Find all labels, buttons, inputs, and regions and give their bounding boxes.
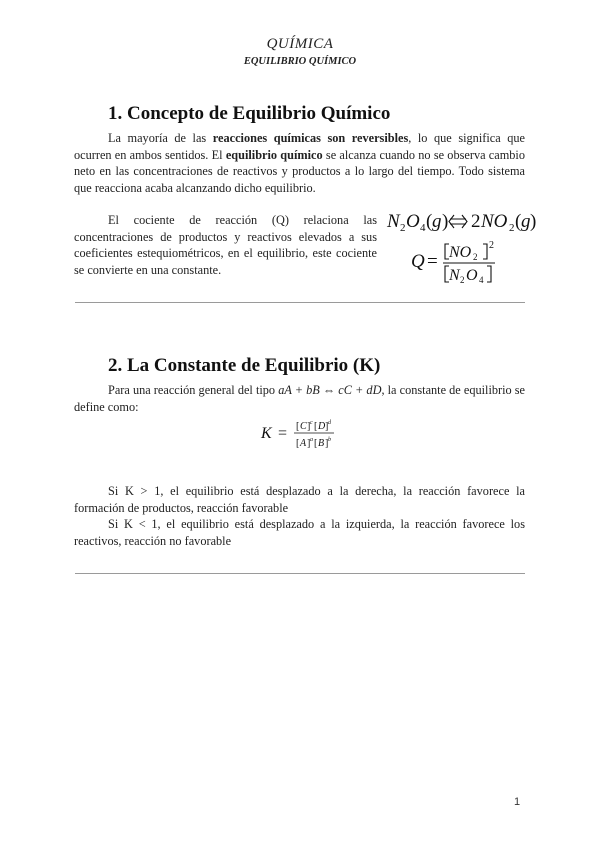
svg-text:(: ( xyxy=(515,211,522,232)
svg-text:N: N xyxy=(387,211,400,232)
header-topic: EQUILIBRIO QUÍMICO xyxy=(243,56,357,67)
section1-paragraph2: El cociente de reacción (Q) relaciona las concentraciones de productos y reactivos elevados a sus coeficientes estequiométricos, en el equilibrio, este cociente se convierte en una constante. xyxy=(74,213,377,277)
svg-text:D: D xyxy=(318,421,326,432)
s1p1-bold-equilibrio: equilibrio químico xyxy=(225,147,323,162)
header-subject: QUÍMICA xyxy=(266,36,334,52)
svg-text:=: = xyxy=(427,251,438,272)
svg-text:=: = xyxy=(278,425,288,442)
svg-text:2: 2 xyxy=(471,211,481,232)
svg-text:d: d xyxy=(328,420,331,426)
equilibrium-constant-equation xyxy=(258,416,358,452)
s1p1-bold-reversibles: reacciones químicas son reversibles xyxy=(212,131,409,145)
s1p1-text-e: se alcanza cuando no se observa cambio neto en las concentraciones de reactivos y productos a lo largo del tiempo. Todo sistema que reacciona acaba alcanzando dicho equilibrio. xyxy=(74,147,525,195)
section2-paragraph2: Si K > 1, el equilibrio está desplazado a la derecha, la reacción favorece la formación de productos, reacción favorable xyxy=(74,484,525,515)
svg-text:(: ( xyxy=(426,211,433,232)
s1p1-text-c: , lo que significa que ocurren en ambos sentidos. El xyxy=(74,131,525,162)
svg-text:2: 2 xyxy=(509,222,515,234)
section2-title: 2. La Constante de Equilibrio (K) xyxy=(108,355,381,376)
svg-text:N: N xyxy=(449,267,460,284)
section2-paragraph3: Si K < 1, el equilibrio está desplazado a la izquierda, la reacción favorece los reactivos, reacción no favorable xyxy=(74,517,525,548)
svg-text:A: A xyxy=(300,438,307,449)
section2-paragraph1 xyxy=(74,382,525,415)
section1-paragraph1 xyxy=(74,130,525,196)
svg-text:a: a xyxy=(310,437,313,443)
svg-text:2: 2 xyxy=(489,240,494,251)
svg-text:b: b xyxy=(328,437,331,443)
section-divider-2 xyxy=(75,573,525,574)
section1-title: 1. Concepto de Equilibrio Químico xyxy=(108,103,391,124)
svg-text:O: O xyxy=(466,267,478,284)
svg-text:g: g xyxy=(521,211,531,232)
svg-text:Q: Q xyxy=(411,251,425,272)
s2p1-text-a: Para una reacción general del tipo xyxy=(108,383,279,397)
svg-text:]: ] xyxy=(307,438,311,449)
svg-text:]: ] xyxy=(307,421,311,432)
svg-text:4: 4 xyxy=(420,222,426,234)
page-number: 1 xyxy=(514,796,521,808)
s1p1-text-a: La mayoría de las xyxy=(108,131,213,145)
svg-text:2: 2 xyxy=(400,222,406,234)
svg-text:2: 2 xyxy=(473,252,478,262)
svg-text:O: O xyxy=(406,211,420,232)
svg-text:]: ] xyxy=(325,438,329,449)
svg-text:[: [ xyxy=(314,421,318,432)
svg-text:[: [ xyxy=(314,438,318,449)
svg-text:c: c xyxy=(310,420,313,426)
svg-text:NO: NO xyxy=(449,244,472,261)
svg-text:B: B xyxy=(318,438,325,449)
svg-text:[: [ xyxy=(296,438,300,449)
document-header xyxy=(0,36,600,67)
reaction-quotient-equation xyxy=(383,204,537,288)
svg-text:g: g xyxy=(432,211,442,232)
svg-text:C: C xyxy=(300,421,307,432)
svg-text:2: 2 xyxy=(460,275,465,285)
svg-text:]: ] xyxy=(325,421,329,432)
svg-text:[: [ xyxy=(296,421,300,432)
svg-text:): ) xyxy=(530,211,537,232)
section-divider-1 xyxy=(75,302,525,303)
s2p1-general-reaction: aA + bB ⇔ cC + dD xyxy=(278,383,382,397)
svg-text:K: K xyxy=(261,425,272,442)
svg-text:NO: NO xyxy=(481,211,508,232)
s2p1-text-b: , la constante de equilibrio se define como: xyxy=(74,383,526,414)
svg-text:4: 4 xyxy=(479,275,484,285)
svg-text:): ) xyxy=(442,211,449,232)
